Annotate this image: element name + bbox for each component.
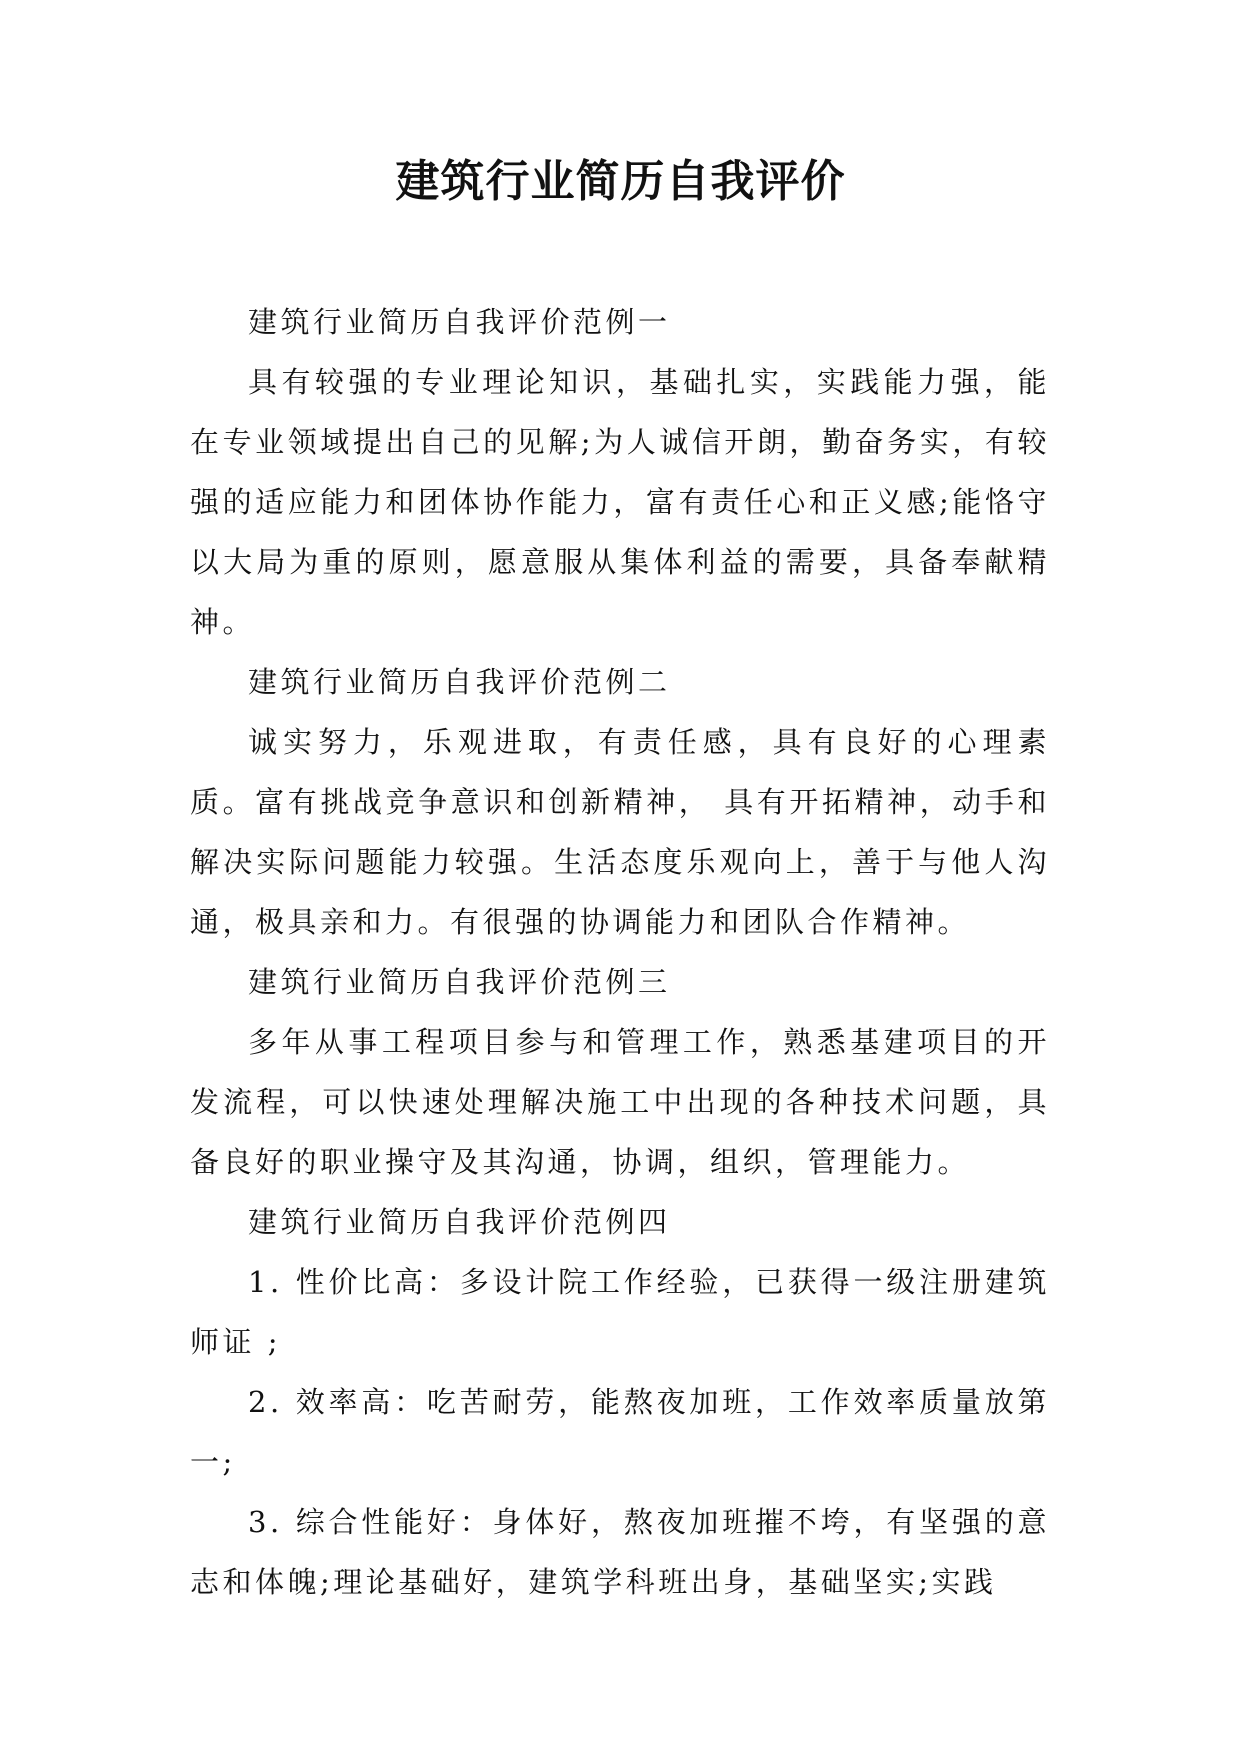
paragraph-example-2: 诚实努力，乐观进取，有责任感，具有良好的心理素质。富有挑战竞争意识和创新精神， 具有开拓精神，动手和解决实际问题能力较强。生活态度乐观向上，善于与他人沟通，极具亲和力。有很强的协调能力和团队合作精神。 [190, 725, 1050, 939]
document-body [190, 292, 1050, 1612]
section-heading-example-3: 建筑行业简历自我评价范例三 [248, 965, 671, 999]
document-title: 建筑行业简历自我评价 [395, 156, 846, 207]
paragraph-example-3: 多年从事工程项目参与和管理工作，熟悉基建项目的开发流程，可以快速处理解决施工中出现的各种技术问题，具备良好的职业操守及其沟通，协调，组织，管理能力。 [190, 1025, 1050, 1179]
list-item-2: 2. 效率高：吃苦耐劳，能熬夜加班，工作效率质量放第一; [190, 1385, 1050, 1479]
list-item-1: 1. 性价比高：多设计院工作经验，已获得一级注册建筑师证 ; [190, 1265, 1050, 1359]
section-heading-example-2: 建筑行业简历自我评价范例二 [248, 665, 671, 699]
paragraph-example-1: 具有较强的专业理论知识，基础扎实，实践能力强，能在专业领域提出自己的见解;为人诚信开朗，勤奋务实，有较强的适应能力和团体协作能力，富有责任心和正义感;能恪守以大局为重的原则，愿意服从集体利益的需要，具备奉献精神。 [190, 365, 1050, 639]
section-heading-example-4: 建筑行业简历自我评价范例四 [248, 1205, 671, 1239]
section-heading-example-1: 建筑行业简历自我评价范例一 [248, 305, 671, 339]
list-item-3: 3. 综合性能好：身体好，熬夜加班摧不垮，有坚强的意志和体魄;理论基础好，建筑学科班出身，基础坚实;实践 [190, 1505, 1050, 1599]
